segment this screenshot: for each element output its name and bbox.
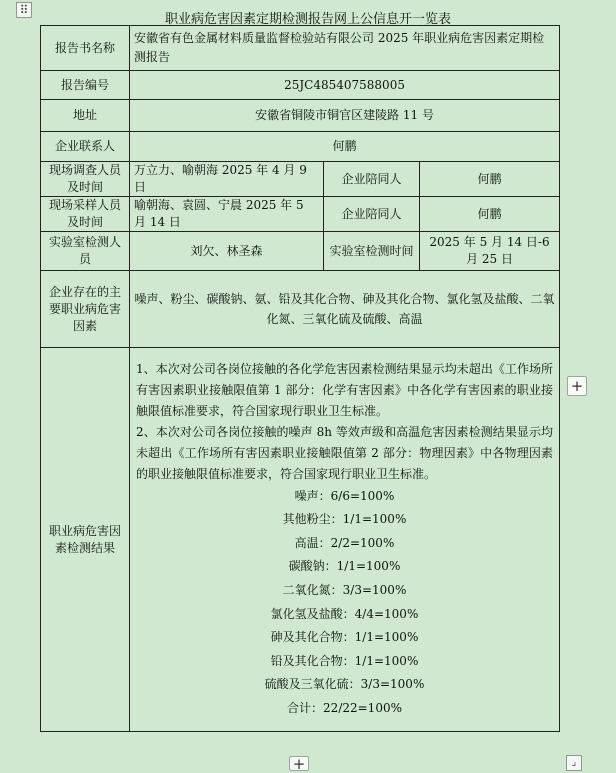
survey-escort-label: 企业陪同人 <box>324 162 420 197</box>
page-title: 职业病危害因素定期检测报告网上公信息开一览表 <box>164 12 451 27</box>
add-column-icon[interactable]: + <box>567 376 587 396</box>
report-no-value: 25JC485407588005 <box>130 71 560 100</box>
table-row <box>41 71 560 100</box>
table-row <box>41 26 560 71</box>
info-table <box>40 25 560 732</box>
table-row <box>41 132 560 162</box>
result-value <box>130 348 560 732</box>
result-line: 其他粉尘：1/1=100% <box>282 512 407 527</box>
lab-time-value: 2025 年 5 月 14 日-6 月 25 日 <box>420 232 560 271</box>
sampling-escort-label: 企业陪同人 <box>324 197 420 232</box>
sampling-label: 现场采样人员及时间 <box>41 197 130 232</box>
report-no-label: 报告编号 <box>41 71 130 100</box>
survey-escort-value: 何鹏 <box>420 162 560 197</box>
hazards-value: 噪声、粉尘、碳酸钠、氨、铅及其化合物、砷及其化合物、氯化氢及盐酸、二氧化氮、三氧化硫及硫酸、高温 <box>130 271 560 348</box>
add-row-icon[interactable]: + <box>289 756 309 771</box>
table-resize-handle-icon[interactable]: ⌟ <box>566 755 582 771</box>
address-label: 地址 <box>41 100 130 132</box>
result-line: 硫酸及三氧化硫：3/3=100% <box>264 677 425 692</box>
result-line: 高温：2/2=100% <box>294 535 395 550</box>
table-row <box>41 232 560 271</box>
contact-label: 企业联系人 <box>41 132 130 162</box>
table-row <box>41 162 560 197</box>
result-line: 铅及其化合物：1/1=100% <box>270 653 419 668</box>
table-row <box>41 100 560 132</box>
result-line: 砷及其化合物：1/1=100% <box>270 630 419 645</box>
survey-value: 万立力、喻朝海 2025 年 4 月 9 日 <box>130 162 324 197</box>
contact-value: 何鹏 <box>130 132 560 162</box>
lab-time-label: 实验室检测时间 <box>324 232 420 271</box>
result-line: 噪声：6/6=100% <box>294 488 395 503</box>
sampling-value: 喻朝海、袁圆、宁晨 2025 年 5 月 14 日 <box>130 197 324 232</box>
report-name-value: 安徽省有色金属材料质量监督检验站有限公司 2025 年职业病危害因素定期检测报告 <box>130 26 560 71</box>
result-line: 合计：22/22=100% <box>287 700 402 715</box>
result-paragraph: 2、本次对公司各岗位接触的噪声 8h 等效声级和高温危害因素检测结果显示均未超出《工作场所有害因素职业接触限值第 2 部分：物理因素》中各物理因素的职业接触限值标准要求，符合国家现行职业卫生标准。 <box>136 424 554 481</box>
survey-label: 现场调查人员及时间 <box>41 162 130 197</box>
hazards-label: 企业存在的主要职业病危害因素 <box>41 271 130 348</box>
table-move-handle-icon[interactable]: ⠿ <box>16 2 32 18</box>
table-row <box>41 271 560 348</box>
lab-staff-label: 实验室检测人员 <box>41 232 130 271</box>
result-paragraph: 1、本次对公司各岗位接触的各化学危害因素检测结果显示均未超出《工作场所有害因素职业接触限值第 1 部分：化学有害因素》中各化学有害因素的职业接触限值标准要求，符合国家现行职业卫生标准。 <box>136 361 554 418</box>
result-label: 职业病危害因素检测结果 <box>41 348 130 732</box>
sampling-escort-value: 何鹏 <box>420 197 560 232</box>
table-row <box>41 197 560 232</box>
address-value: 安徽省铜陵市铜官区建陵路 11 号 <box>130 100 560 132</box>
result-line: 二氧化氮：3/3=100% <box>282 582 407 597</box>
result-line: 碳酸钠：1/1=100% <box>288 559 401 574</box>
result-line: 氯化氢及盐酸：4/4=100% <box>270 606 419 621</box>
report-name-label: 报告书名称 <box>41 26 130 71</box>
table-row <box>41 348 560 732</box>
lab-staff-value: 刘欠、林圣森 <box>130 232 324 271</box>
